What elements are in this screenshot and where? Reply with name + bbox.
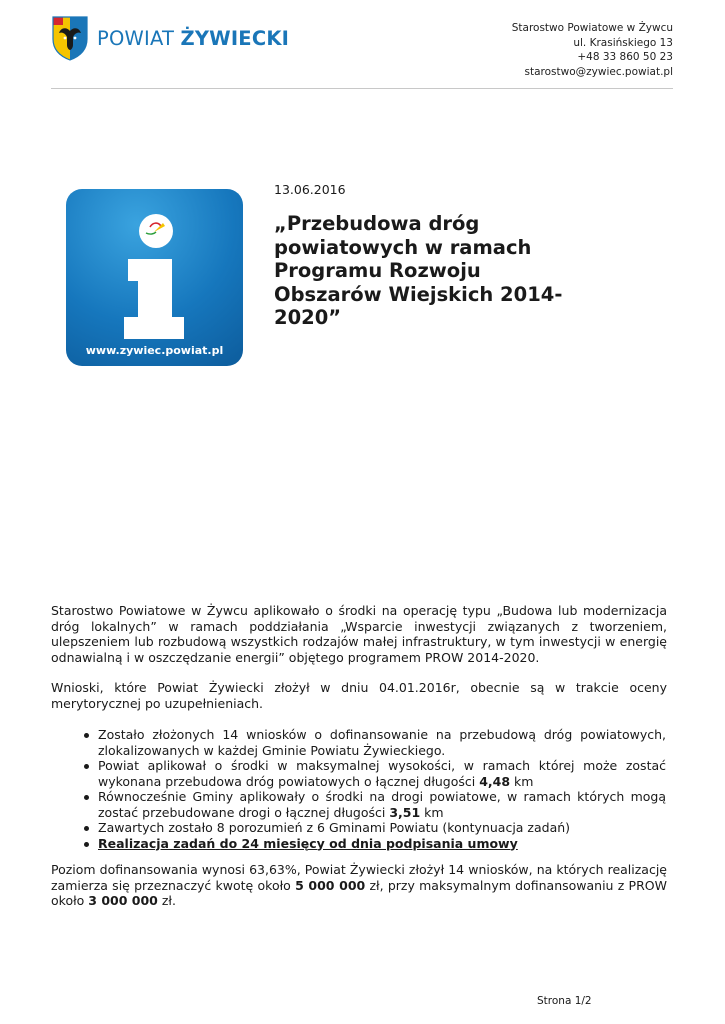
info-i-glyph (66, 189, 243, 366)
article-date: 13.06.2016 (274, 182, 346, 197)
logo-text-regular: POWIAT (97, 26, 181, 50)
list-item (80, 789, 666, 820)
page-number: Strona 1/2 (537, 995, 592, 1007)
paragraph-3-text: Poziom dofinansowania wynosi 63,63%, Powiat Żywiecki złożył 14 wniosków, na których realizację zamierza się przeznaczyć kwotę około (51, 862, 667, 893)
amount-total: 5 000 000 (295, 877, 366, 893)
powiat-logo (51, 15, 289, 61)
paragraph-3-text: zł. (157, 893, 176, 908)
list-item (80, 727, 666, 758)
info-image (57, 180, 249, 372)
paragraph-1: Starostwo Powiatowe w Żywcu aplikowało o środki na operację typu „Budowa lub modernizacja dróg lokalnych” w ramach poddziałania „Wsparcie inwestycji związanych z tworzeniem, ulepszeniem lub rozbudową wszystkich rodzajów małej infrastruktury, w tym inwestycji w energię odnawialną i w oszczędzanie energii” objętego programem PROW 2014-2020. (51, 603, 667, 665)
article-title: „Przebudowa dróg powiatowych w ramach Programu Rozwoju Obszarów Wiejskich 2014-2020” (274, 212, 563, 329)
header-divider (51, 88, 673, 89)
coat-of-arms-icon (51, 15, 89, 61)
list-item (80, 758, 666, 789)
contact-street: ul. Krasińskiego 13 (573, 36, 673, 49)
amount-prow: 3 000 000 (88, 893, 158, 908)
paragraph-3-text: zł, przy maksymalnym dofinansowaniu z PROW około (51, 877, 667, 908)
unit-text: km (420, 804, 444, 820)
length-value: 3,51 (389, 804, 421, 820)
bullet-list (80, 727, 666, 851)
list-item (80, 836, 666, 852)
paragraph-3 (51, 862, 667, 909)
list-item-text: Zawartych zostało 8 porozumień z 6 Gminami Powiatu (kontynuacja zadań) (98, 820, 571, 835)
paragraph-2: Wnioski, które Powiat Żywiecki złożył w dniu 04.01.2016r, obecnie są w trakcie oceny merytorycznej po uzupełnieniach. (51, 680, 667, 711)
contact-block (512, 21, 673, 79)
contact-phone: +48 33 860 50 23 (577, 51, 673, 63)
contact-name: Starostwo Powiatowe w Żywcu (511, 22, 673, 34)
info-url: www.zywiec.powiat.pl (85, 344, 224, 357)
length-value: 4,48 (479, 773, 511, 789)
list-item-text: Powiat aplikował o środki w maksymalnej wysokości, w ramach której może zostać wykonana przebudowa dróg powiatowych o łącznej długości (98, 758, 666, 789)
logo-text (97, 27, 289, 50)
contact-email[interactable]: starostwo@zywiec.powiat.pl (524, 65, 673, 78)
list-item (80, 820, 666, 836)
list-item-emphasis: Realizacja zadań do 24 miesięcy od dnia podpisania umowy (98, 835, 518, 851)
list-item-text: Zostało złożonych 14 wniosków o dofinansowanie na przebudową dróg powiatowych, zlokalizowanych w każdej Gminie Powiatu Żywieckiego. (98, 727, 666, 758)
unit-text: km (510, 773, 534, 789)
logo-text-bold: ŻYWIECKI (180, 26, 290, 50)
list-item-text: Równocześnie Gminy aplikowały o środki na drogi powiatowe, w ramach których mogą zostać przebudowane drogi o łącznej długości (98, 789, 666, 820)
information-i-icon (66, 189, 243, 366)
